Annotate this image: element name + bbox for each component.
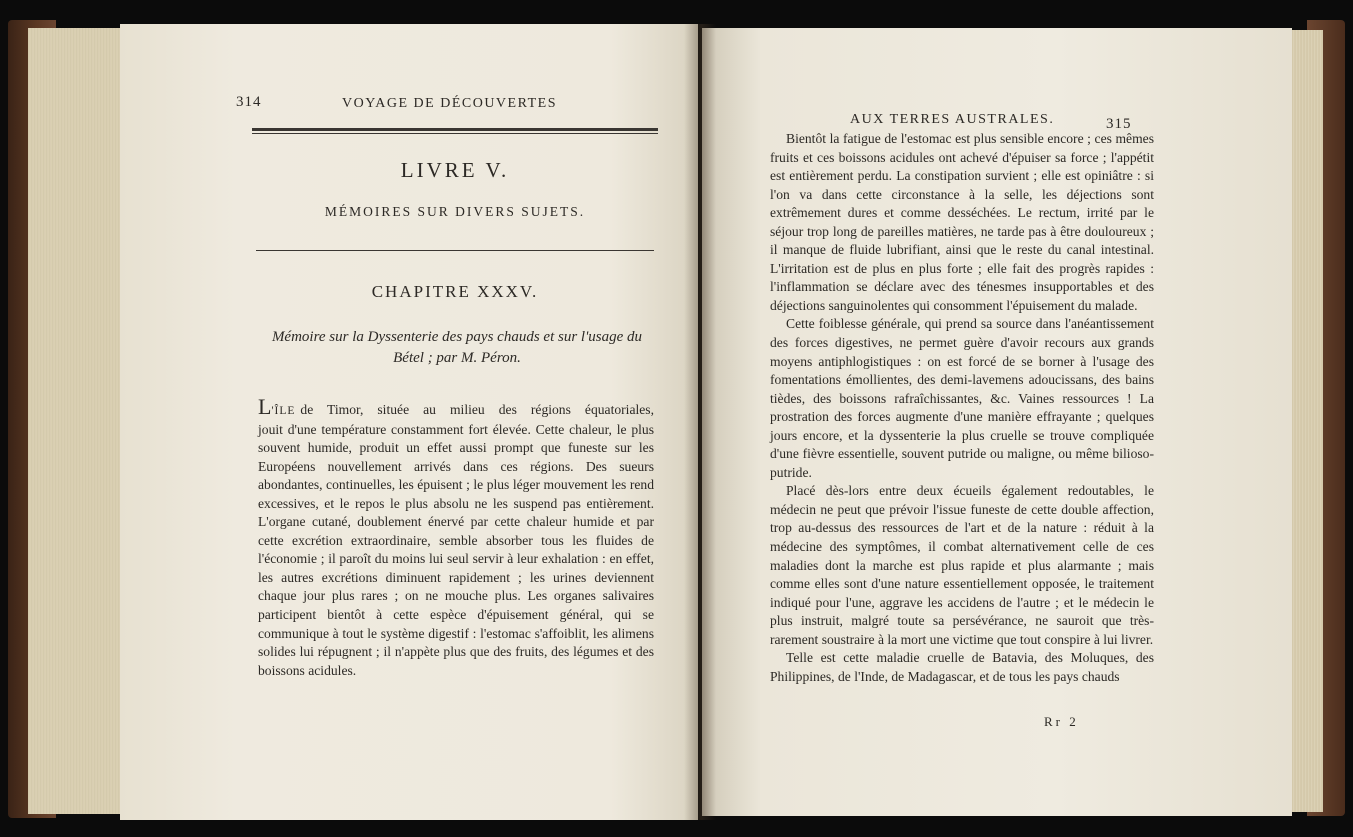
right-body-text [770,130,1154,686]
section-rule [256,250,654,251]
open-book [8,14,1345,830]
memoire-title-line-1: Mémoire sur la Dyssenterie des pays chauds et sur l'usage du [271,329,643,345]
gutter-shadow [684,24,716,820]
double-rule-top [252,128,658,131]
page-number: 314 [236,94,262,110]
chapter-title: CHAPITRE XXXV. [371,282,539,301]
memoire-title-line-2: Bétel ; par M. Péron. [393,350,521,366]
paragraph-2: Cette foiblesse générale, qui prend sa source dans l'anéantissement des forces digestives, ne permet guère d'avoir recours aux grands moyens antiphlogistiques : on est forcé de se borner à l'usage des fomentations émollientes, des demi-lavemens adoucissans, des bains tièdes, des boissons rafraîchissantes, &c. Vaines ressources ! La prostration des forces augmente d'une manière effrayante ; quelques jours encore, et la dyssenterie la plus cruelle se trouve compliquée d'une fièvre essentielle, souvent putride ou maligne, ou même bilioso-putride. [770,316,1154,480]
page-number: 315 [1106,116,1132,132]
first-line-text: de Timor, située au milieu des régions équatoriales, [300,402,654,417]
running-head: VOYAGE DE DÉCOUVERTES [342,96,557,111]
left-body-text [258,394,654,680]
left-page-edges [28,28,126,814]
signature-mark: Rr 2 [1044,714,1079,729]
livre-subtitle: MÉMOIRES SUR DIVERS SUJETS. [324,204,586,219]
drop-cap: L [258,394,272,419]
left-page [120,24,698,820]
running-head: AUX TERRES AUSTRALES. [850,112,1055,127]
first-word: 'ÎLE [271,405,296,417]
livre-title: LIVRE V. [400,158,510,182]
paragraph-1: Bientôt la fatigue de l'estomac est plus sensible encore ; ces mêmes fruits et ces boissons acidules ont achevé d'épuiser sa force ; l'appétit est entièrement perdu. La constipation survient ; elle est opiniâtre : si l'on va dans cette circonstance à la selle, les déjections sont extrêmement dures et comme desséchées. Le rectum, irrité par le séjour trop long de pareilles matières, ne tarde pas à être douloureux ; il manque de fluide lubrifiant, ainsi que le reste du canal intestinal. L'irritation est de plus en plus forte ; elle fait des progrès rapides : l'inflammation se déclare avec des ténesmes insupportables et des déjections sanguinolentes qui consomment l'épuisement du malade. [770,131,1154,313]
paragraph-4: Telle est cette maladie cruelle de Batavia, des Moluques, des Philippines, de l'Inde, de Madagascar, et de tous les pays chauds [770,650,1154,684]
memoire-title [244,327,670,369]
paragraph-3: Placé dès-lors entre deux écueils également redoutables, le médecin ne peut que prévoir l'issue funeste de cette double affection, trop au-dessus des ressources de l'art et de la nature : réduit à la médecine des symptômes, il combat alternativement celle de ces maladies dont la marche est plus rapide et plus alarmante ; mais comme elles sont d'une nature essentiellement opposée, le traitement indiqué pour l'une, aggrave les accidens de l'autre ; et le médecin le plus instruit, malgré toute sa persévérance, ne sauroit que très-rarement soustraire à la mort une victime que tout conspire à lui livrer. [770,483,1154,647]
double-rule-bottom [252,133,658,134]
right-page [702,28,1292,816]
body-paragraph: jouit d'une température constamment fort élevée. Cette chaleur, le plus souvent humide, produit un effet aussi prompt que funeste sur les Européens nouvellement arrivés dans ces régions. Des sueurs abondantes, continuelles, les épuisent ; le plus léger mouvement les rend excessives, et le repos le plus absolu ne les suspend pas entièrement. L'organe cutané, doublement énervé par cette chaleur humide et par cette excrétion extraordinaire, semble absorber tous les fluides de l'économie ; il paroît du moins lui seul servir à leur exhalation : en effet, les autres excrétions diminuent rapidement ; les urines deviennent chaque jour plus rares ; on ne mouche plus. Les organes salivaires participent bientôt à cette espèce d'épuisement général, qui se communique à tout le système digestif : l'estomac s'affoiblit, les alimens solides lui répugnent ; il n'appète plus que des fruits, des légumes et des boissons acidules. [258,421,654,678]
first-line [258,394,654,421]
